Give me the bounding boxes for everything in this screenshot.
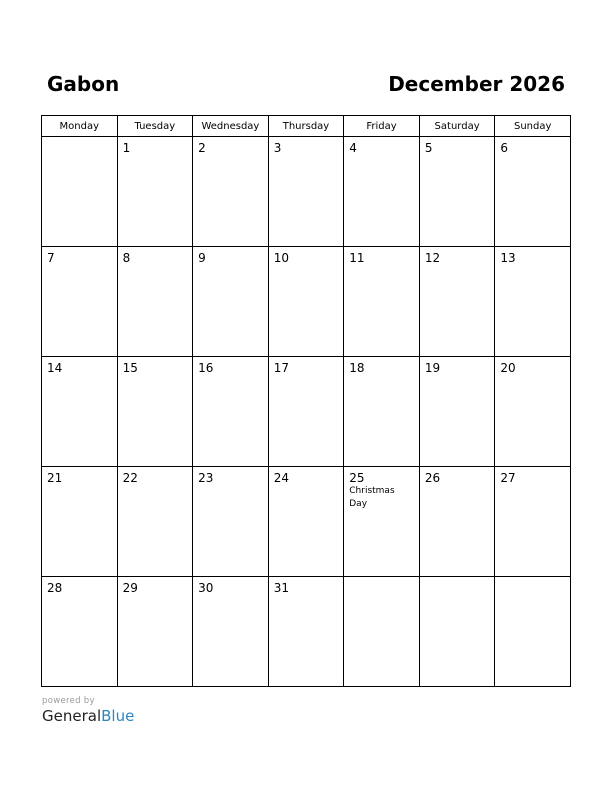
- day-number: 9: [198, 251, 206, 265]
- day-cell: [193, 357, 269, 467]
- footer-branding: [42, 696, 134, 726]
- day-cell: [344, 577, 420, 687]
- day-cell: [419, 467, 495, 577]
- day-number: 18: [349, 361, 365, 375]
- day-cell: [193, 137, 269, 247]
- day-cell: [268, 577, 344, 687]
- day-cell: [42, 467, 118, 577]
- day-number: 30: [198, 581, 214, 595]
- day-number: 20: [500, 361, 516, 375]
- day-cell: [117, 137, 193, 247]
- day-cell: [268, 467, 344, 577]
- day-number: 16: [198, 361, 214, 375]
- day-number: 11: [349, 251, 365, 265]
- day-cell: [193, 247, 269, 357]
- day-number: 26: [424, 471, 441, 485]
- holiday-label: Christmas Day: [349, 486, 395, 509]
- brand-name-general: General: [42, 707, 102, 725]
- day-number: [344, 577, 419, 581]
- day-cell: [117, 467, 193, 577]
- day-cell: [42, 357, 118, 467]
- week-row: [42, 247, 571, 357]
- brand-name-blue: Blue: [101, 707, 135, 725]
- day-cell: [117, 357, 193, 467]
- day-cell: [419, 137, 495, 247]
- weekday-wednesday: Wednesday: [193, 116, 269, 137]
- day-cell: [268, 137, 344, 247]
- day-number: 21: [47, 471, 63, 485]
- day-number: 31: [273, 581, 289, 595]
- day-number: 5: [424, 141, 433, 155]
- day-number: 23: [198, 471, 214, 485]
- brand-logo[interactable]: [42, 706, 134, 726]
- day-number: 2: [198, 141, 206, 155]
- day-number: 10: [273, 251, 289, 265]
- powered-by-text: powered by: [42, 696, 95, 706]
- day-number: 13: [500, 251, 516, 265]
- day-number: 27: [500, 471, 516, 485]
- day-number: 24: [273, 471, 289, 485]
- weekday-header-row: [42, 116, 571, 137]
- day-cell: [495, 357, 571, 467]
- day-number: [495, 577, 570, 581]
- week-row: [42, 137, 571, 247]
- weekday-monday: Monday: [42, 116, 118, 137]
- weekday-thursday: Thursday: [268, 116, 344, 137]
- weekday-friday: Friday: [344, 116, 420, 137]
- day-cell: [419, 247, 495, 357]
- week-row: [42, 357, 571, 467]
- week-row: [42, 467, 571, 577]
- day-cell: [268, 247, 344, 357]
- day-number: 19: [424, 361, 441, 375]
- day-number: 3: [273, 141, 282, 155]
- calendar-grid: [41, 115, 571, 687]
- month-year-title: December 2026: [388, 72, 565, 96]
- day-cell: [344, 467, 420, 577]
- day-cell: [344, 357, 420, 467]
- day-cell: [42, 137, 118, 247]
- day-number: 4: [349, 141, 357, 155]
- day-cell: [419, 577, 495, 687]
- day-cell: [495, 247, 571, 357]
- day-number: 29: [122, 581, 138, 595]
- day-cell: [344, 247, 420, 357]
- day-cell: [42, 247, 118, 357]
- day-number: 1: [122, 141, 131, 155]
- day-number: 22: [122, 471, 138, 485]
- weekday-saturday: Saturday: [419, 116, 495, 137]
- day-cell: [117, 577, 193, 687]
- weekday-sunday: Sunday: [495, 116, 571, 137]
- day-number: 17: [273, 361, 289, 375]
- day-number: [420, 577, 495, 581]
- day-number: 14: [47, 361, 63, 375]
- day-number: 28: [47, 581, 63, 595]
- day-number: 12: [424, 251, 441, 265]
- day-number: 15: [122, 361, 138, 375]
- week-row: [42, 577, 571, 687]
- day-number: 25: [349, 471, 365, 485]
- weekday-tuesday: Tuesday: [117, 116, 193, 137]
- day-cell: [419, 357, 495, 467]
- day-cell: [495, 577, 571, 687]
- day-number: 8: [122, 251, 131, 265]
- day-number: [42, 137, 117, 141]
- day-cell: [193, 467, 269, 577]
- day-cell: [495, 137, 571, 247]
- day-cell: [193, 577, 269, 687]
- day-cell: [117, 247, 193, 357]
- day-cell: [495, 467, 571, 577]
- day-number: 6: [500, 141, 509, 155]
- country-title: Gabon: [47, 72, 120, 96]
- day-cell: [42, 577, 118, 687]
- day-number: 7: [47, 251, 55, 265]
- day-cell: [344, 137, 420, 247]
- day-cell: [268, 357, 344, 467]
